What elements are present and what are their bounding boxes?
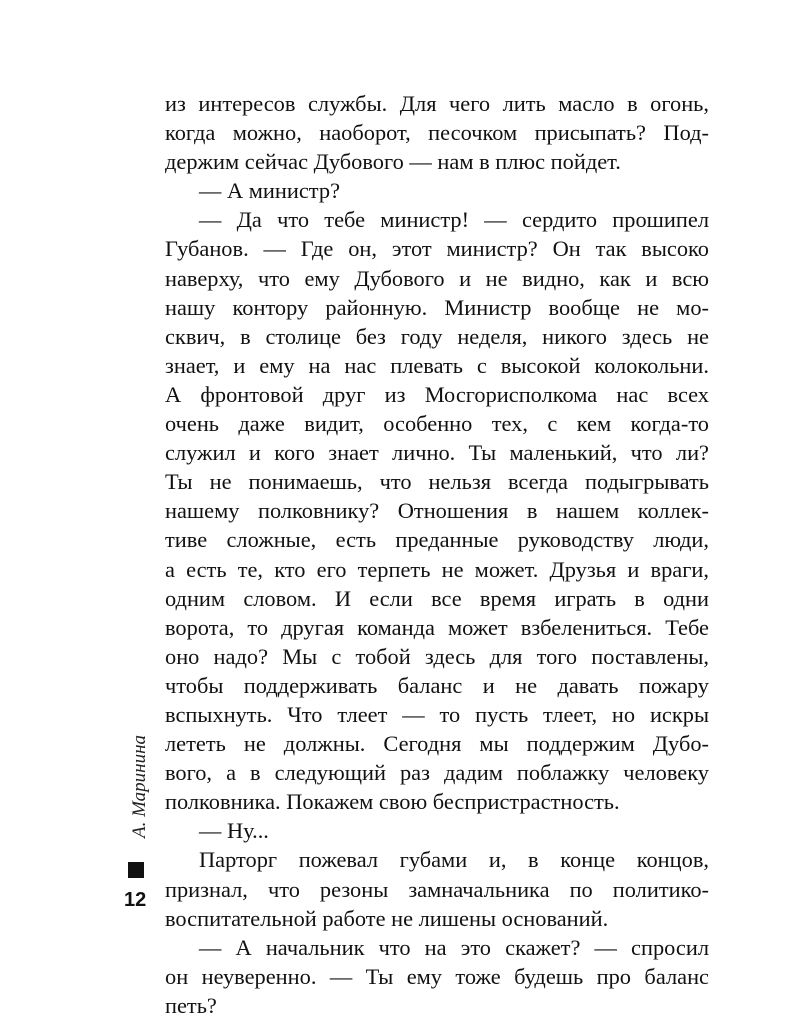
text-line: он неуверенно. — Ты ему тоже будешь про баланс bbox=[165, 963, 709, 989]
text-line: а есть те, кто его терпеть не может. Друзья и враги, bbox=[165, 556, 709, 582]
page-number: 12 bbox=[124, 889, 147, 911]
text-line: чтобы поддерживать баланс и не давать пожару bbox=[165, 672, 709, 698]
body-text bbox=[165, 89, 709, 1020]
text-line: А фронтовой друг из Мосгорисполкома нас всех bbox=[165, 381, 709, 407]
running-author: А. Маринина bbox=[129, 734, 150, 838]
text-line: Парторг пожевал губами и, в конце концов, bbox=[199, 847, 709, 873]
text-line: тиве сложные, есть преданные руководству люди, bbox=[165, 527, 709, 553]
text-line: из интересов службы. Для чего лить масло в огонь, bbox=[165, 91, 709, 116]
text-line: держим сейчас Дубового — нам в плюс пойдет. bbox=[165, 149, 621, 175]
text-line: сквич, в столице без году неделя, никого здесь не bbox=[165, 323, 709, 349]
text-line: нашему полковнику? Отношения в нашем коллек- bbox=[165, 498, 709, 524]
text-line: Губанов. — Где он, этот министр? Он так высоко bbox=[165, 236, 709, 262]
text-line: лететь не должны. Сегодня мы поддержим Дубо- bbox=[165, 731, 709, 757]
text-line: очень даже видит, особенно тех, с кем когда-то bbox=[165, 411, 709, 437]
text-line: оно надо? Мы с тобой здесь для того поставлены, bbox=[165, 643, 709, 669]
text-line: признал, что резоны замначальника по политико- bbox=[165, 876, 709, 902]
text-line: воспитательной работе не лишены оснований. bbox=[165, 905, 609, 931]
text-line: — А министр? bbox=[199, 178, 341, 204]
text-line: — Ну... bbox=[199, 818, 269, 844]
margin-square-marker bbox=[128, 862, 144, 878]
text-line: ворота, то другая команда может взбелениться. Тебе bbox=[165, 614, 709, 640]
text-line: вого, а в следующий раз дадим поблажку человеку bbox=[165, 760, 709, 786]
text-line: — А начальник что на это скажет? — спросил bbox=[199, 934, 709, 960]
text-line: одним словом. И если все время играть в одни bbox=[165, 585, 709, 611]
text-line: служил и кого знает лично. Ты маленький, что ли? bbox=[165, 440, 709, 466]
text-line: наверху, что ему Дубового и не видно, как и всю bbox=[165, 265, 709, 291]
text-line: полковника. Покажем свою беспристрастность. bbox=[165, 789, 620, 815]
text-line: когда можно, наоборот, песочком присыпать? Под- bbox=[165, 120, 709, 146]
text-line: знает, и ему на нас плевать с высокой колокольни. bbox=[165, 352, 709, 378]
text-line: нашу контору районную. Министр вообще не мо- bbox=[165, 294, 709, 320]
text-line: Ты не понимаешь, что нельзя всегда подыгрывать bbox=[165, 469, 709, 495]
text-line: вспыхнуть. Что тлеет — то пусть тлеет, но искры bbox=[165, 701, 709, 727]
text-line: петь? bbox=[165, 992, 217, 1018]
text-line: — Да что тебе министр! — сердито прошипел bbox=[199, 207, 709, 233]
